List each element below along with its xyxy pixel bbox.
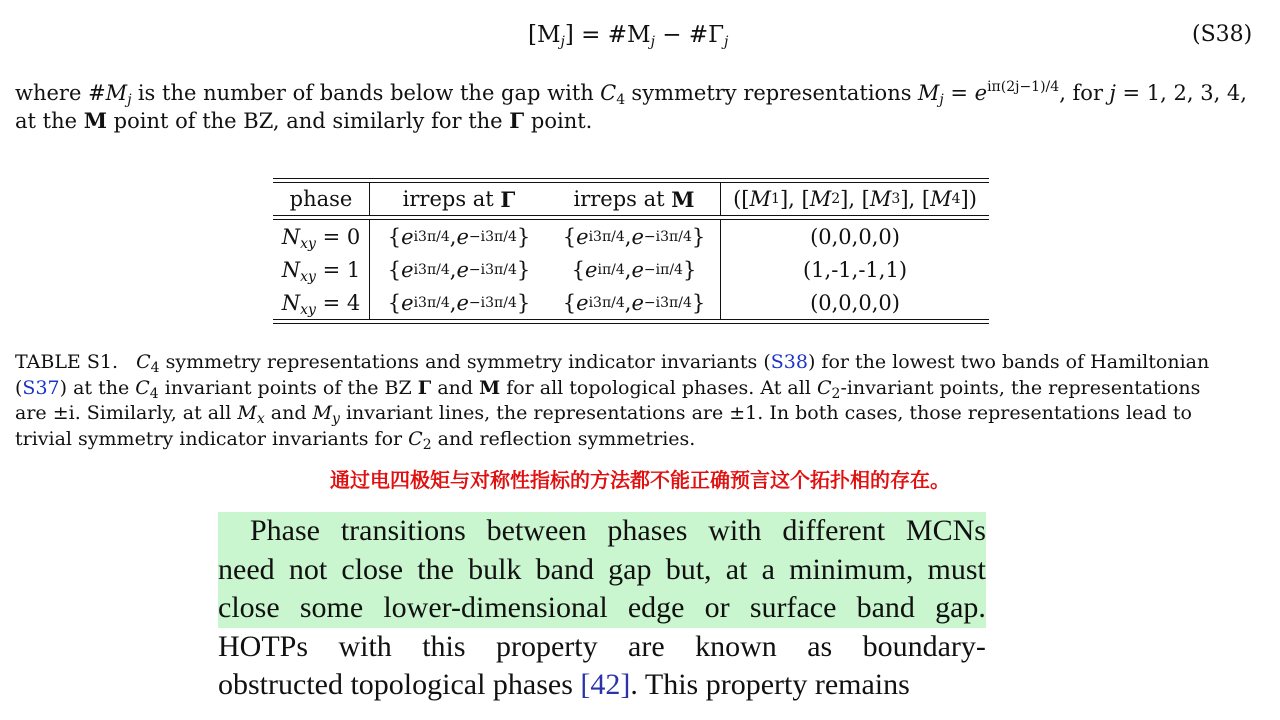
body-line bbox=[218, 512, 986, 551]
body-word: gap bbox=[608, 552, 652, 586]
body-word: known bbox=[695, 629, 777, 663]
body-word: a bbox=[761, 552, 775, 586]
ref-link-s38[interactable]: S38 bbox=[770, 351, 808, 373]
body-word: boundary- bbox=[862, 629, 986, 663]
body-word: between bbox=[486, 514, 587, 547]
table-bottom-rule bbox=[273, 319, 989, 324]
equation-number: (S38) bbox=[1192, 22, 1253, 47]
header-irreps-gamma: irreps at Γ bbox=[369, 183, 548, 215]
body-word: or bbox=[704, 591, 730, 624]
symmetry-table bbox=[273, 178, 989, 324]
body-word: phases bbox=[607, 514, 688, 547]
body-word: close bbox=[341, 552, 404, 586]
body-word: lower-dimensional bbox=[383, 591, 608, 624]
table-row: $N_{xy} = 0$ { e i3π/4 , e −i3π/4 } { e i3π/4 , e −i3π/4 } (0,0,0,0) bbox=[273, 220, 989, 253]
body-word: this bbox=[422, 629, 466, 663]
body-word: band bbox=[535, 552, 594, 586]
body-excerpt bbox=[218, 512, 986, 705]
body-line: obstructed topological phases [42] . This property remains bbox=[218, 666, 986, 705]
body-word: Phase bbox=[250, 514, 320, 547]
body-word: need bbox=[218, 552, 275, 586]
body-word: must bbox=[927, 552, 986, 586]
body-word: some bbox=[299, 591, 364, 624]
citation-link[interactable]: [42] bbox=[580, 668, 631, 701]
body-word: but, bbox=[665, 552, 712, 586]
body-word: gap. bbox=[935, 591, 986, 624]
body-word: are bbox=[628, 629, 665, 663]
body-word: HOTPs bbox=[218, 629, 309, 663]
chinese-annotation: 通过电四极矩与对称性指标的方法都不能正确预言这个拓扑相的存在。 bbox=[330, 468, 950, 492]
table-caption: TABLE S1. $C_4$ symmetry representations and symmetry indicator invariants (S38) for the lowest two bands of Hamiltonian (S37) at the $C_4$ invariant points of the BZ Γ and M for all topological phases. At all $C_2$-invariant points, the representations are ±i. Similarly, at all $M_x$ and $M_y$ invariant lines, the representations are ±1. In both cases, those representations lead to trivial symmetry indicator invariants for $C_2$ and reflection symmetries. bbox=[15, 351, 1210, 453]
body-line bbox=[218, 589, 986, 628]
body-word: as bbox=[807, 629, 833, 663]
table-row: $N_{xy} = 1$ { e i3π/4 , e −i3π/4 } { e iπ/4 , e −iπ/4 } (1,-1,-1,1) bbox=[273, 253, 989, 286]
table-row: $N_{xy} = 4$ { e i3π/4 , e −i3π/4 } { e i3π/4 , e −i3π/4 } (0,0,0,0) bbox=[273, 286, 989, 319]
body-word: at bbox=[725, 552, 748, 586]
body-word: bulk bbox=[468, 552, 522, 586]
body-word: minimum, bbox=[789, 552, 914, 586]
equation-row bbox=[0, 22, 1280, 54]
body-word: property bbox=[495, 629, 598, 663]
equation: $[M_j]$ = $\#M_j$ − $\#\Gamma_j$ bbox=[528, 22, 729, 50]
body-line bbox=[218, 628, 986, 667]
body-word: transitions bbox=[340, 514, 466, 547]
body-word: with bbox=[708, 514, 762, 547]
ref-link-s37[interactable]: S37 bbox=[22, 376, 60, 399]
header-phase: phase bbox=[289, 187, 353, 211]
body-word: not bbox=[288, 552, 328, 586]
body-word: surface bbox=[749, 591, 837, 624]
header-irreps-m: irreps at M bbox=[548, 183, 721, 215]
body-word: close bbox=[218, 591, 280, 624]
body-word: band bbox=[856, 591, 915, 624]
body-word: different bbox=[782, 514, 886, 547]
table-header-row bbox=[273, 183, 989, 215]
body-word: with bbox=[338, 629, 392, 663]
header-invariants: ([ M 1 ], [ M 2 ], [ M 3 ], [ M 4 ]) bbox=[733, 187, 977, 211]
body-word: the bbox=[417, 552, 454, 586]
body-word: edge bbox=[627, 591, 685, 624]
definition-paragraph: where $\#M_j$ is the number of bands below the gap with $C_4$ symmetry representations $M_j = e^{i\pi(2j-1)/4}$, for j = 1, 2, 3, 4, at the M point of the BZ, and similarly for the Γ point. bbox=[15, 79, 1247, 133]
body-line bbox=[218, 551, 986, 590]
body-word: MCNs bbox=[905, 514, 986, 547]
